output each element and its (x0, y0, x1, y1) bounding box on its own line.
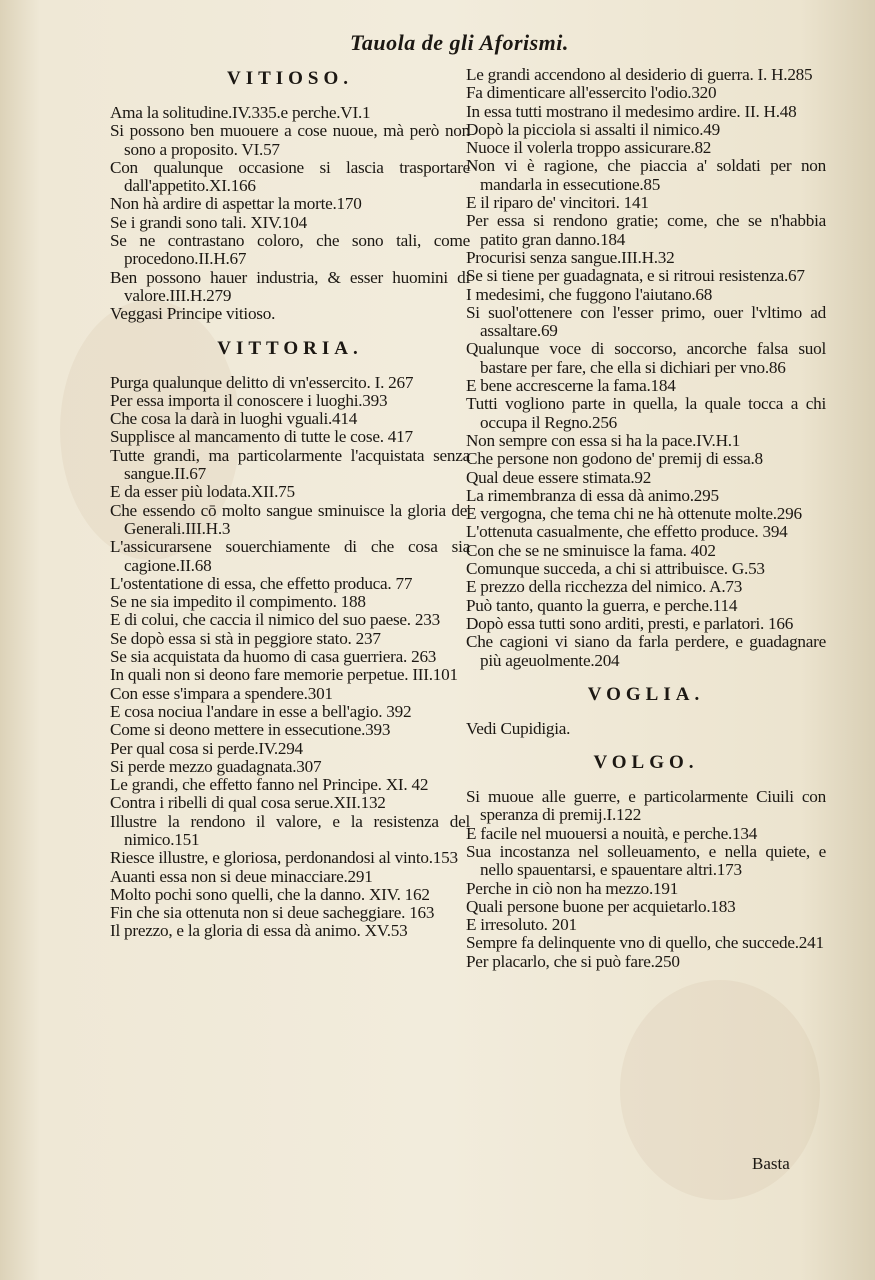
index-entry: Se dopò essa si stà in peggiore stato. 237 (110, 628, 381, 648)
index-entry: Si possono ben muouere a cose nuoue, mà però non sono a proposito. VI.57 (110, 121, 470, 159)
index-entry: Fin che sia ottenuta non si deue sacheggiare. 163 (110, 903, 435, 923)
index-entry: Fa dimenticare all'essercito l'odio.320 (466, 83, 717, 103)
section-heading-vitioso: VITIOSO. (226, 68, 354, 89)
index-entry: Con esse s'impara a spendere.301 (110, 683, 333, 703)
index-entry: In quali non si deono fare memorie perpetue. III.101 (110, 665, 458, 685)
index-entry: E bene accrescerne la fama.184 (466, 376, 676, 396)
index-entry: Contra i ribelli di qual cosa serue.XII.132 (110, 793, 386, 813)
index-entry: Purga qualunque delitto di vn'essercito. I. 267 (110, 372, 414, 392)
index-entry: Auanti essa non si deue minacciare.291 (110, 866, 373, 886)
section-vittoria (110, 374, 470, 941)
section-volgo (466, 788, 826, 971)
index-entry: Se ne sia impedito il compimento. 188 (110, 592, 366, 612)
index-entry: Per qual cosa si perde.IV.294 (110, 738, 303, 758)
index-entry: Che essendo cō molto sangue sminuisce la gloria de' Generali.III.H.3 (110, 500, 470, 538)
index-entry: I medesimi, che fuggono l'aiutano.68 (466, 284, 713, 304)
index-entry: Non hà ardire di aspettar la morte.170 (110, 194, 362, 214)
index-entry: Perche in ciò non ha mezzo.191 (466, 878, 679, 898)
index-entry: L'assicurarsene souerchiamente di che cosa sia cagione.II.68 (110, 537, 470, 575)
index-entry: Con qualunque occasione si lascia trasportare dall'appetito.XI.166 (110, 157, 470, 196)
index-entry: Qual deue essere stimata.92 (466, 467, 652, 487)
index-entry: E facile nel muouersi a nouità, e perche.134 (466, 823, 758, 843)
section-heading-vittoria: VITTORIA. (217, 337, 363, 359)
section-voglia (466, 720, 826, 738)
left-column (110, 66, 470, 941)
index-entry: Le grandi accendono al desiderio di guerra. I. H.285 (466, 65, 813, 84)
index-entry: Sempre fa delinquente vno di quello, che succede.241 (466, 933, 824, 953)
index-entry: Quali persone buone per acquietarlo.183 (466, 896, 736, 916)
index-entry: E il riparo de' vincitori. 141 (466, 193, 649, 213)
index-entry: Se si tiene per guadagnata, e si ritroui resistenza.67 (466, 266, 805, 286)
index-entry: Comunque succeda, a chi si attribuisce. G.53 (466, 559, 765, 579)
index-entry: Qualunque voce di soccorso, ancorche falsa suol bastare per fare, che ella si dichiari per vno.86 (466, 339, 826, 377)
index-entry: Dopò essa tutti sono arditi, presti, e parlatori. 166 (466, 613, 794, 633)
index-entry: L'ostentatione di essa, che effetto produca. 77 (110, 573, 413, 593)
index-entry: Vedi Cupidigia. (466, 718, 571, 738)
index-entry: E di colui, che caccia il nimico del suo paese. 233 (110, 610, 440, 630)
index-entry: Con che se ne sminuisce la fama. 402 (466, 540, 716, 560)
index-entry: E prezzo della ricchezza del nimico. A.73 (466, 577, 743, 597)
catchword: Basta (752, 1154, 790, 1173)
index-entry: Veggasi Principe vitioso. (110, 304, 276, 324)
index-entry: Come si deono mettere in essecutione.393 (110, 720, 391, 740)
paper-stain (620, 980, 820, 1200)
index-entry: Molto pochi sono quelli, che la danno. XIV. 162 (110, 884, 430, 904)
index-entry: Tutte grandi, ma particolarmente l'acquistata senza sangue.II.67 (110, 445, 470, 484)
running-head: Tauola de gli Aforismi. (350, 30, 569, 55)
index-entry: E vergogna, che tema chi ne hà ottenute molte.296 (466, 504, 802, 524)
index-entry: Riesce illustre, e gloriosa, perdonandosi al vinto.153 (110, 848, 458, 868)
index-entry: Per essa importa il conoscere i luoghi.393 (110, 390, 388, 410)
index-entry: Ben possono hauer industria, & esser huomini di valore.III.H.279 (110, 267, 470, 305)
index-entry: Che cagioni vi siano da farla perdere, e guadagnare più ageuolmente.204 (466, 632, 826, 670)
section-vitioso (110, 104, 470, 324)
index-entry: Illustre la rendono il valore, e la resistenza del nimico.151 (110, 811, 470, 849)
index-entry: Il prezzo, e la gloria di essa dà animo. XV.53 (110, 921, 408, 941)
index-entry: Si muoue alle guerre, e particolarmente Ciuili con speranza di premij.I.122 (466, 787, 826, 825)
index-entry: Nuoce il volerla troppo assicurare.82 (466, 138, 712, 158)
index-entry: Ama la solitudine.IV.335.e perche.VI.1 (110, 103, 371, 122)
index-entry: Le grandi, che effetto fanno nel Principe. XI. 42 (110, 775, 429, 795)
index-entry: Se sia acquistata da huomo di casa guerriera. 263 (110, 647, 437, 667)
index-entry: Che persone non godono de' premij di essa.8 (466, 449, 763, 469)
index-entry: Se i grandi sono tali. XIV.104 (110, 212, 307, 232)
index-entry: Per essa si rendono gratie; come, che se n'habbia patito gran danno.184 (466, 211, 826, 249)
right-column (466, 66, 826, 971)
section-heading-voglia: VOGLIA. (587, 683, 705, 705)
index-entry: Si suol'ottenere con l'esser primo, ouer l'vltimo ad assaltare.69 (466, 302, 826, 341)
index-entry: Sua incostanza nel solleuamento, e nella quiete, e nello spauentarsi, e spauentare altri.173 (466, 841, 826, 880)
index-entry: Si perde mezzo guadagnata.307 (110, 756, 322, 776)
section-vittoria-continued (466, 66, 826, 670)
section-heading-volgo: VOLGO. (593, 752, 699, 774)
index-entry: Non vi è ragione, che piaccia a' soldati per non mandarla in essecutione.85 (466, 156, 826, 194)
index-entry: Se ne contrastano coloro, che sono tali, come procedono.II.H.67 (110, 231, 470, 269)
index-entry: L'ottenuta casualmente, che effetto produce. 394 (466, 522, 788, 542)
index-entry: In essa tutti mostrano il medesimo ardire. II. H.48 (466, 101, 797, 121)
index-entry: La rimembranza di essa dà animo.295 (466, 485, 719, 505)
index-entry: E cosa nociua l'andare in esse a bell'agio. 392 (110, 701, 412, 721)
index-entry: Dopò la picciola si assalti il nimico.49 (466, 119, 720, 139)
index-entry: Supplisce al mancamento di tutte le cose. 417 (110, 427, 413, 447)
index-entry: Non sempre con essa si ha la pace.IV.H.1 (466, 430, 741, 450)
index-entry: Tutti vogliono parte in quella, la quale tocca a chi occupa il Regno.256 (466, 394, 826, 432)
index-entry: E irresoluto. 201 (466, 915, 577, 935)
index-entry: E da esser più lodata.XII.75 (110, 482, 295, 502)
index-entry: Per placarlo, che si può fare.250 (466, 951, 680, 971)
index-entry: Può tanto, quanto la guerra, e perche.114 (466, 595, 738, 615)
index-entry: Procurisi senza sangue.III.H.32 (466, 247, 675, 267)
index-entry: Che cosa la darà in luoghi vguali.414 (110, 409, 358, 429)
